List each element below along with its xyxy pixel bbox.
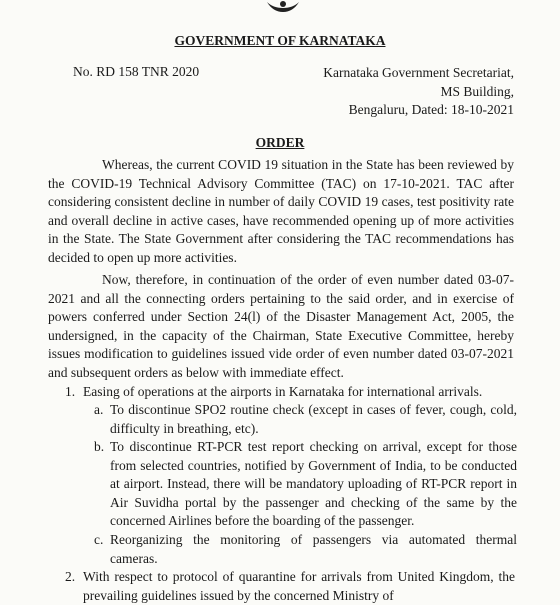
sub-item-letter: c. — [94, 532, 104, 547]
address-block — [323, 64, 514, 120]
reference-number: No. RD 158 TNR 2020 — [73, 64, 200, 79]
item-text: Easing of operations at the airports in Karnataka for international arrivals. — [83, 384, 483, 399]
government-title: GOVERNMENT OF KARNATAKA — [174, 33, 386, 48]
address-line: MS Building, — [440, 83, 514, 99]
list-item — [65, 383, 515, 402]
paragraph-whereas: Whereas, the current COVID 19 situation in the State has been reviewed by the COVID-19 Technical Advisory Committee (TAC) on 17-10-2021. TAC after considering consistent decline in number of daily COVID 19 cases, test positivity rate and overall decline in active cases, have recommended opening up of more activities in the State. The State Government after considering the TAC recommendations has decided to open up more activities. — [48, 157, 514, 265]
item-number: 2. — [65, 569, 76, 584]
sub-item — [94, 401, 517, 438]
order-heading: ORDER — [255, 135, 305, 150]
sub-item — [94, 438, 517, 531]
sub-item-text: Reorganizing the monitoring of passengers via automated thermal cameras. — [110, 532, 517, 566]
date-line: Bengaluru, Dated: 18-10-2021 — [348, 102, 514, 117]
sub-item-text: To discontinue RT-PCR test report checking on arrival, except for those from selected countries, notified by Government of India, to be conducted at airport. Instead, there will be mandatory uploading of RT-PCR report in Air Suvidha portal by the passenger and checking of the same by the concerned Airlines before the boarding of the passenger. — [110, 439, 517, 529]
sub-item — [94, 531, 517, 568]
item-text: With respect to protocol of quarantine for arrivals from United Kingdom, the prevailing guidelines issued by the concerned Ministry of — [83, 569, 515, 603]
item-number: 1. — [65, 384, 76, 399]
sub-item-letter: b. — [94, 439, 105, 454]
list-item — [65, 568, 515, 605]
sub-item-letter: a. — [94, 402, 104, 417]
sub-item-text: To discontinue SPO2 routine check (except in cases of fever, cough, cold, difficulty in breathing, etc). — [110, 402, 517, 436]
address-line: Karnataka Government Secretariat, — [323, 65, 514, 80]
emblem-icon — [263, 0, 303, 14]
paragraph-now-therefore: Now, therefore, in continuation of the order of even number dated 03-07-2021 and all the connecting orders pertaining to the said order, and in exercise of powers conferred under Section 24(l) of the Disaster Management Act, 2005, the undersigned, in the capacity of the Chairman, State Executive Committee, hereby issues modification to guidelines issued vide order of even number dated 03-07-2021 and subsequent orders as below with immediate effect. — [48, 272, 514, 380]
